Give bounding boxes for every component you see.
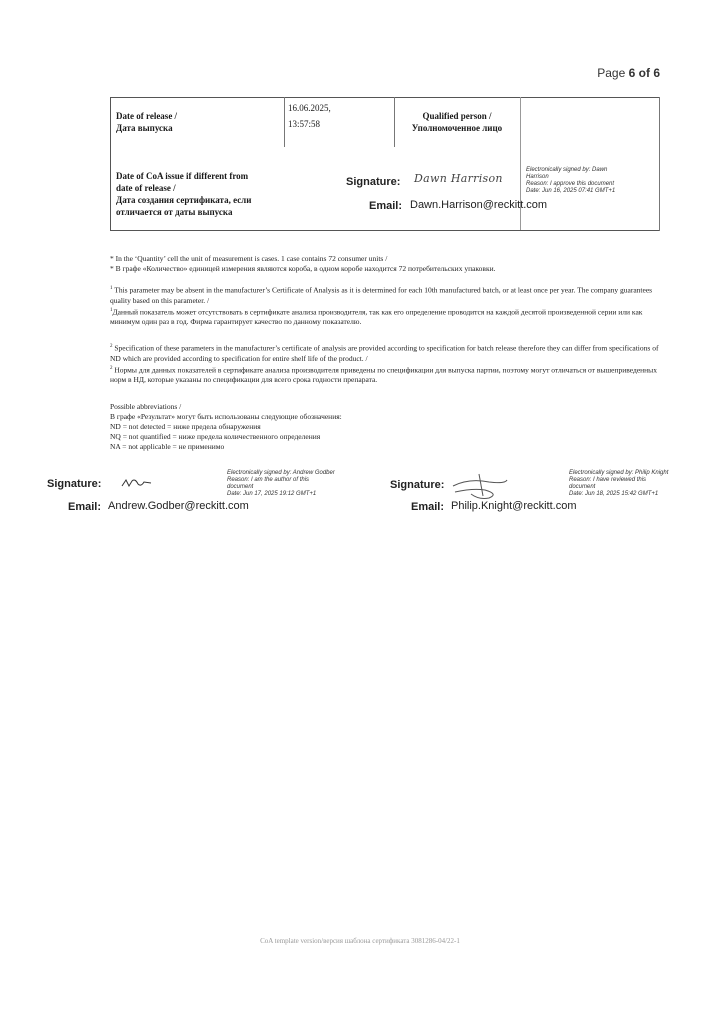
qualified-person-label: Qualified person / Уполномоченное лицо xyxy=(411,111,503,133)
release-date-label: Date of release / Дата выпуска xyxy=(116,111,178,133)
page-prefix: Page xyxy=(597,66,626,80)
author-esign-stamp: Electronically signed by: Andrew Godber Reason: I am the author of this document Date: Jun 17, 2025 19:12 GMT+1 xyxy=(227,470,335,497)
page-current: 6 xyxy=(628,66,636,80)
footnote-1: $^1$ This parameter may be absent in the manufacturer’s Certificate of Analysis as it is determined for each 10th manufactured batch, or at least once per year. The company guarantees quality based on this parameter. / $^1$Данный показатель может отсутствовать в сертификате анализа производителя, так как его определение проводится на каждой десятой произведенной серии или как минимум один раз в год. Фирма гарантирует качество по данному показателю. xyxy=(110,285,653,326)
reviewer-email-label: Email: xyxy=(411,501,445,513)
footnote-2: $^2$ Specification of these parameters in the manufacturer’s certificate of analysis are provided according to specification for batch release therefore they can differ from specifications of ND which are provided according to specification for entire shelf life of the product. / $^2$ Нормы для данных показателей в сертификате анализа производителя приведены по спецификации для выпуска партии, поэтому могут отличаться от вышеприведенных норм в НД, которые указаны по спецификации для всего срока годности препарата. xyxy=(110,343,659,384)
author-email-label: Email: xyxy=(68,501,102,513)
coa-issue-date-label: Date of CoA issue if different from date of release / Дата создания сертификата, если отличается от даты выпуска xyxy=(116,171,252,217)
reviewer-esign-stamp: Electronically signed by: Philip Knight Reason: I have reviewed this document Date: Jun 18, 2025 15:42 GMT+1 xyxy=(569,470,669,497)
qp-email-label: Email: xyxy=(369,200,403,212)
qp-signature-label: Signature: xyxy=(346,176,401,188)
table-divider xyxy=(394,97,395,147)
release-date-value: 16.06.2025, 13:57:58 xyxy=(288,103,331,129)
qp-email-value: Dawn.Harrison@reckitt.com xyxy=(410,199,548,211)
table-border-left xyxy=(110,97,111,231)
quantity-note: * In the ‘Quantity’ cell the unit of measurement is cases. 1 case contains 72 consumer units / * В графе «Количество» единицей измерения являются короба, в одном коробе находится 72 потребительских упаковки. xyxy=(110,254,496,273)
author-signature-label: Signature: xyxy=(47,478,102,490)
author-email-value: Andrew.Godber@reckitt.com xyxy=(108,500,249,512)
table-border-bottom xyxy=(110,230,660,231)
reviewer-email-value: Philip.Knight@reckitt.com xyxy=(451,500,577,512)
table-border-top xyxy=(110,97,660,98)
abbreviations: Possible abbreviations / В графе «Результат» могут быть использованы следующие обозначения: ND = not detected = ниже предела обнаружения NQ = not quantified = ниже предела количественного определения NA = not applicable = не применимо xyxy=(110,402,342,451)
table-divider xyxy=(284,97,285,147)
qp-signature-image: Dawn Harrison xyxy=(414,172,503,185)
template-version-footer: CoA template version/версия шаблона сертификата 3081286-04/22-1 xyxy=(260,937,460,945)
author-signature-image xyxy=(120,476,154,490)
reviewer-signature-image xyxy=(449,470,515,500)
page-total: 6 xyxy=(653,66,660,80)
qp-esign-stamp: Electronically signed by: Dawn Harrison Reason: I approve this document Date: Jun 16, 2025 07:41 GMT+1 xyxy=(526,167,616,194)
table-border-right xyxy=(659,97,660,231)
page-of: of xyxy=(638,66,650,80)
reviewer-signature-label: Signature: xyxy=(390,479,445,491)
page-number xyxy=(560,66,660,80)
